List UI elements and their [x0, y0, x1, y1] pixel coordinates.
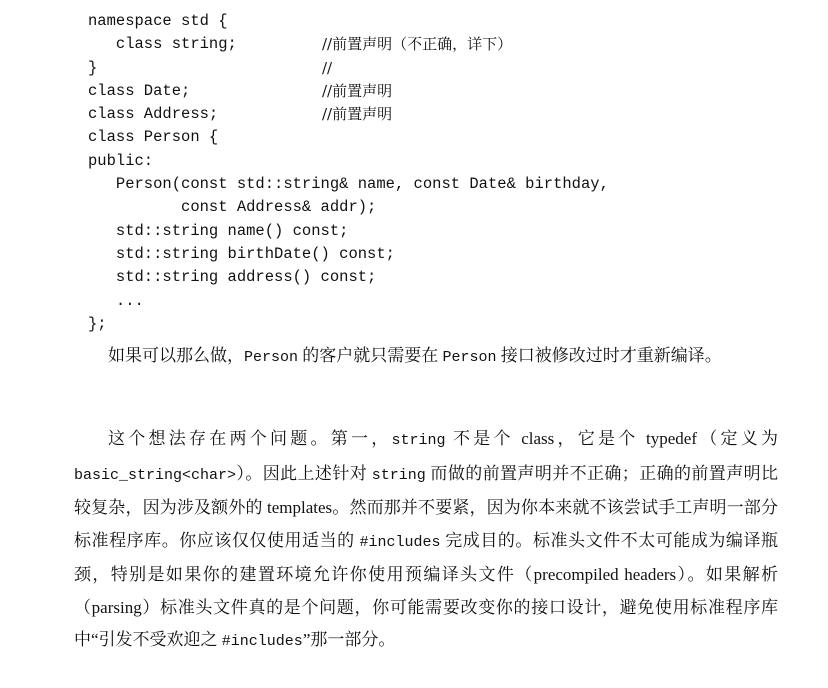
code-line: [88, 33, 609, 56]
code-text: namespace std {: [88, 12, 228, 30]
code-line: [88, 313, 609, 336]
code-inline: string: [391, 432, 446, 449]
code-text: class string;: [88, 35, 237, 54]
text-segment: 如果可以那么做，: [108, 346, 244, 365]
code-line: [88, 103, 609, 126]
code-text: std::string name() const;: [88, 221, 349, 240]
text-segment: ）。因此上述针对: [236, 463, 372, 483]
code-text: class Person {: [88, 128, 219, 147]
code-text: std::string address() const;: [88, 268, 377, 287]
code-line: [88, 290, 609, 313]
text-segment: 的客户就只需要在: [298, 346, 443, 365]
text-segment: ”那一部分。: [302, 630, 396, 649]
code-line: [88, 10, 609, 33]
code-text: Person(const std::string& name, const Date& birthday,: [88, 175, 609, 194]
text-segment: 不是个 class，它是个 typedef（定义为: [445, 429, 778, 448]
code-text: public:: [88, 151, 154, 170]
text-segment: 而做的前置声明并不正确；正确的前置声明比较复杂，因为涉及额外的 templates。然而那并不要紧，因为你本来就不该尝试手工声明一部分标准程序库。你应该仅仅使用适当的: [74, 463, 778, 550]
code-comment: //前置声明: [322, 81, 393, 100]
code-text: class Date;: [88, 81, 191, 100]
code-line: [88, 266, 609, 289]
code-line: [88, 173, 609, 196]
code-line: [88, 196, 609, 219]
code-line: [88, 220, 609, 243]
code-line: [88, 126, 609, 149]
code-text: const Address& addr);: [88, 198, 377, 217]
code-text: class Address;: [88, 105, 219, 124]
text-segment: 接口被修改过时才重新编译。: [496, 346, 722, 365]
code-comment: //前置声明: [322, 105, 393, 124]
text-segment: 这个想法存在两个问题。第一，: [108, 429, 392, 448]
code-block: [88, 10, 609, 336]
paragraph-recompile: [74, 340, 778, 375]
code-comment: //: [322, 58, 333, 77]
code-inline: basic_string<char>: [74, 466, 237, 484]
code-line: [88, 80, 609, 103]
code-inline: #includes: [359, 533, 441, 551]
code-line: [88, 243, 609, 266]
code-inline: string: [371, 466, 426, 484]
text-segment: 完成目的。标准头文件不太可能成为编译瓶颈，特别是如果你的建置环境允许你使用预编译头文件（precompiled headers）。如果解析（parsing）标准头文件真的是个问题，你可能需要改变你的接口设计，避免使用标准程序库中“引发不受欢迎之: [74, 530, 779, 649]
code-inline: Person: [244, 349, 299, 366]
code-text: ...: [88, 291, 144, 310]
code-line: [88, 57, 609, 80]
code-comment: //前置声明（不正确，详下）: [322, 35, 513, 54]
code-inline: #includes: [221, 633, 303, 650]
code-line: [88, 150, 609, 173]
code-text: };: [88, 314, 107, 333]
paragraph-problems: [74, 423, 778, 659]
code-text: std::string birthDate() const;: [88, 244, 395, 263]
code-text: }: [88, 58, 98, 77]
code-inline: Person: [442, 349, 497, 366]
